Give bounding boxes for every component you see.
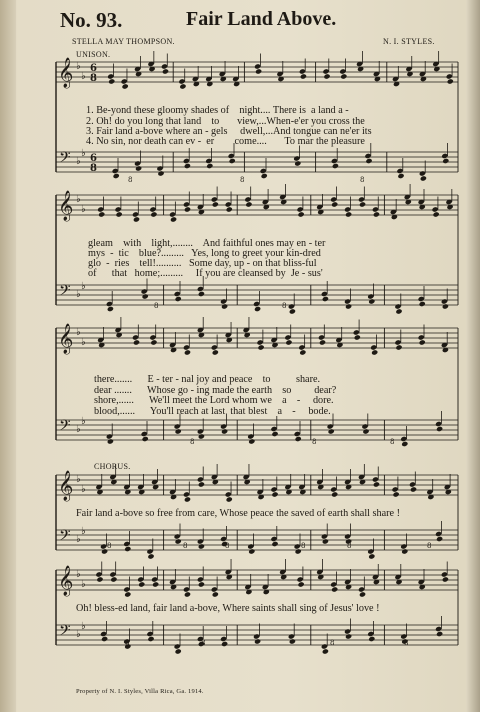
bass-note [322,648,329,654]
hymn-title: Fair Land Above. [186,8,337,30]
bass-note [420,175,427,181]
bass-note [368,298,375,304]
bass-note [248,548,255,554]
bass-note [142,293,149,299]
flat-sign: ♭ [76,569,81,580]
treble-note [226,206,233,212]
bass-note [289,638,296,644]
treble-note [184,496,191,502]
bass-note [345,633,352,639]
time-signature: 8 [90,163,97,174]
bass-note [442,158,449,164]
bass-note [395,308,402,314]
treble-note [433,211,440,217]
author-credit: STELLA MAY THOMPSON. [72,37,175,46]
treble-note [393,491,400,497]
treble-note [96,576,103,582]
time-signature: 6 [90,153,97,164]
bass-note [113,173,120,179]
bass-note [328,428,335,434]
treble-note [212,201,219,207]
bass-note [107,306,114,312]
bass-note [254,306,261,312]
time-signature: 8 [90,73,97,84]
bass-note [365,158,372,164]
bass-note [401,548,408,554]
treble-note [116,211,123,217]
bass-note [198,433,205,439]
treble-note [184,349,191,355]
treble-note [285,339,292,345]
flat-sign: ♭ [76,474,81,485]
treble-note [419,339,426,345]
figure-eight: 8 [190,438,195,446]
treble-note [226,496,233,502]
treble-note [271,491,278,497]
treble-note [212,591,219,597]
figure-eight: 8 [282,302,287,310]
figure-eight: 8 [201,639,206,647]
bass-note [419,301,426,307]
treble-note [179,83,186,89]
figure-eight: 8 [225,542,230,550]
flat-sign: ♭ [76,156,81,167]
figure-eight: 8 [330,639,335,647]
treble-note [162,68,169,74]
bass-clef: 𝄢 [59,622,71,643]
verse-2-line-1: 2. Oh! do you long that land to view,...When-e'er you cross the [86,116,365,127]
bass-note [198,291,205,297]
treble-note [319,339,326,345]
treble-note [110,576,117,582]
treble-note [331,586,338,592]
treble-note [122,83,129,89]
copyright-footer: Property of N. I. Styles, Villa Rica, Ga. 1914. [76,688,204,695]
treble-note [212,349,219,355]
bass-note [221,303,228,309]
bass-note [107,438,114,444]
treble-note [300,73,307,79]
figure-eight: 8 [347,542,352,550]
verse-2-line-2: mys - tic blue?......... Yes, long to greet your kin-dred [88,248,321,259]
bass-note [175,648,182,654]
bass-note [229,158,236,164]
bass-note [436,426,443,432]
flat-sign: ♭ [81,526,86,537]
treble-note [340,73,347,79]
treble-note [371,349,378,355]
treble-note [299,349,306,355]
treble-note [133,339,140,345]
treble-note [258,344,265,350]
treble-clef: 𝄞 [58,324,74,354]
bass-note [362,428,369,434]
chorus-label: CHORUS. [94,462,131,471]
bass-note [184,163,191,169]
flat-sign: ♭ [76,327,81,338]
treble-clef: 𝄞 [58,191,74,221]
bass-note [175,428,182,434]
treble-note [184,591,191,597]
verse-3-line-3: shore,...... We'll meet the Lord whom we a - dore. [94,395,334,406]
bass-note [147,636,154,642]
bass-note [271,431,278,437]
flat-sign: ♭ [81,71,86,82]
treble-note [442,576,449,582]
treble-note [298,211,305,217]
bass-note [254,638,261,644]
treble-note [152,581,159,587]
treble-note [133,216,140,222]
flat-sign: ♭ [76,289,81,300]
bass-note [332,163,339,169]
figure-eight: 8 [128,176,133,184]
bass-clef: 𝄢 [59,417,71,438]
treble-note [255,68,262,74]
figure-eight: 8 [154,302,159,310]
bass-note [206,163,213,169]
treble-note [108,78,115,84]
treble-note [124,591,131,597]
bass-note [442,303,449,309]
flat-sign: ♭ [81,337,86,348]
bass-note [124,546,131,552]
flat-sign: ♭ [81,204,86,215]
chorus-lyric-line-1: Fair land a-bove so free from care, Whose peace the saved of earth shall share ! [76,508,400,519]
flat-sign: ♭ [81,579,86,590]
flat-sign: ♭ [81,621,86,632]
figure-eight: 8 [360,176,365,184]
treble-clef: 𝄞 [58,58,74,88]
bass-note [294,160,301,166]
time-signature: 6 [90,63,97,74]
bass-note [147,553,154,559]
bass-clef: 𝄢 [59,282,71,303]
bass-note [345,303,352,309]
figure-eight: 8 [301,542,306,550]
bass-note [101,636,108,642]
flat-sign: ♭ [76,534,81,545]
bass-clef: 𝄢 [59,527,71,548]
bass-note [261,173,268,179]
flat-sign: ♭ [76,194,81,205]
verse-1-line-3: there....... E - ter - nal joy and peace to share. [94,374,321,385]
figure-eight: 8 [107,542,112,550]
bass-note [397,173,404,179]
bass-note [289,308,296,314]
treble-note [98,211,105,217]
bass-note [401,441,408,447]
figure-eight: 8 [183,542,188,550]
bass-note [436,631,443,637]
treble-note [447,78,454,84]
treble-note [150,211,157,217]
verse-2-line-3: dear ....... Whose go - ing made the earth so dear? [94,385,337,396]
bass-note [175,296,182,302]
figure-eight: 8 [240,176,245,184]
bass-note [271,541,278,547]
verse-4-line-1: 4. No sin, nor death can ev - er come.... To mar the pleasure [86,136,365,147]
bass-clef: 𝄢 [59,149,71,170]
treble-note [395,344,402,350]
treble-note [359,591,366,597]
bass-note [221,428,228,434]
bass-note [248,438,255,444]
verse-4-line-2: of that home;......... If you are cleansed by Je - sus' [88,268,323,279]
bass-note [368,636,375,642]
treble-note [410,486,417,492]
treble-note [373,481,380,487]
bass-note [142,436,149,442]
treble-note [373,211,380,217]
unison-marking: UNISON. [76,50,111,59]
treble-note [323,73,330,79]
figure-eight: 8 [404,639,409,647]
flat-sign: ♭ [81,148,86,159]
flat-sign: ♭ [81,484,86,495]
treble-note [184,206,191,212]
verse-1-line-2: gleam with light,........ And faithful ones may en - ter [88,238,326,249]
treble-note [345,211,352,217]
treble-note [150,339,157,345]
treble-note [198,481,205,487]
flat-sign: ♭ [76,61,81,72]
figure-eight: 8 [125,639,130,647]
figure-eight: 8 [390,438,395,446]
verse-4-line-3: blood,...... You'll reach at last that blest a - bode. [94,406,331,417]
flat-sign: ♭ [81,416,86,427]
bass-note [221,641,228,647]
treble-note [198,581,205,587]
bass-note [175,538,182,544]
treble-clef: 𝄞 [58,566,74,596]
treble-note [359,201,366,207]
verse-3-line-1: 3. Fair land a-bove where an - gels dwell,...And tongue can ne'er its [86,126,372,137]
bass-note [295,436,302,442]
flat-sign: ♭ [76,424,81,435]
treble-note [354,334,361,340]
bass-note [135,165,142,171]
treble-note [331,491,338,497]
verse-1-line-1: 1. Be-yond these gloomy shades of night.... There is a land a - [86,105,349,116]
composer-credit: N. I. STYLES. [383,37,435,46]
figure-eight: 8 [427,542,432,550]
treble-note [170,216,177,222]
treble-note [245,201,252,207]
treble-note [298,581,305,587]
treble-clef: 𝄞 [58,471,74,501]
hymn-number: No. 93. [60,8,123,32]
chorus-lyric-line-2: Oh! bless-ed land, fair land a-bove, Where saints shall sing of Jesus' love ! [76,603,380,614]
bass-note [322,538,329,544]
treble-note [331,201,338,207]
bass-note [436,536,443,542]
bass-note [198,543,205,549]
bass-note [322,296,329,302]
bass-note [157,170,164,176]
flat-sign: ♭ [81,281,86,292]
bass-note [368,553,375,559]
treble-note [138,581,145,587]
verse-3-line-2: glo - ries tell!.......... Some day, up - on that bliss-ful [88,258,317,269]
figure-eight: 8 [312,438,317,446]
flat-sign: ♭ [76,629,81,640]
